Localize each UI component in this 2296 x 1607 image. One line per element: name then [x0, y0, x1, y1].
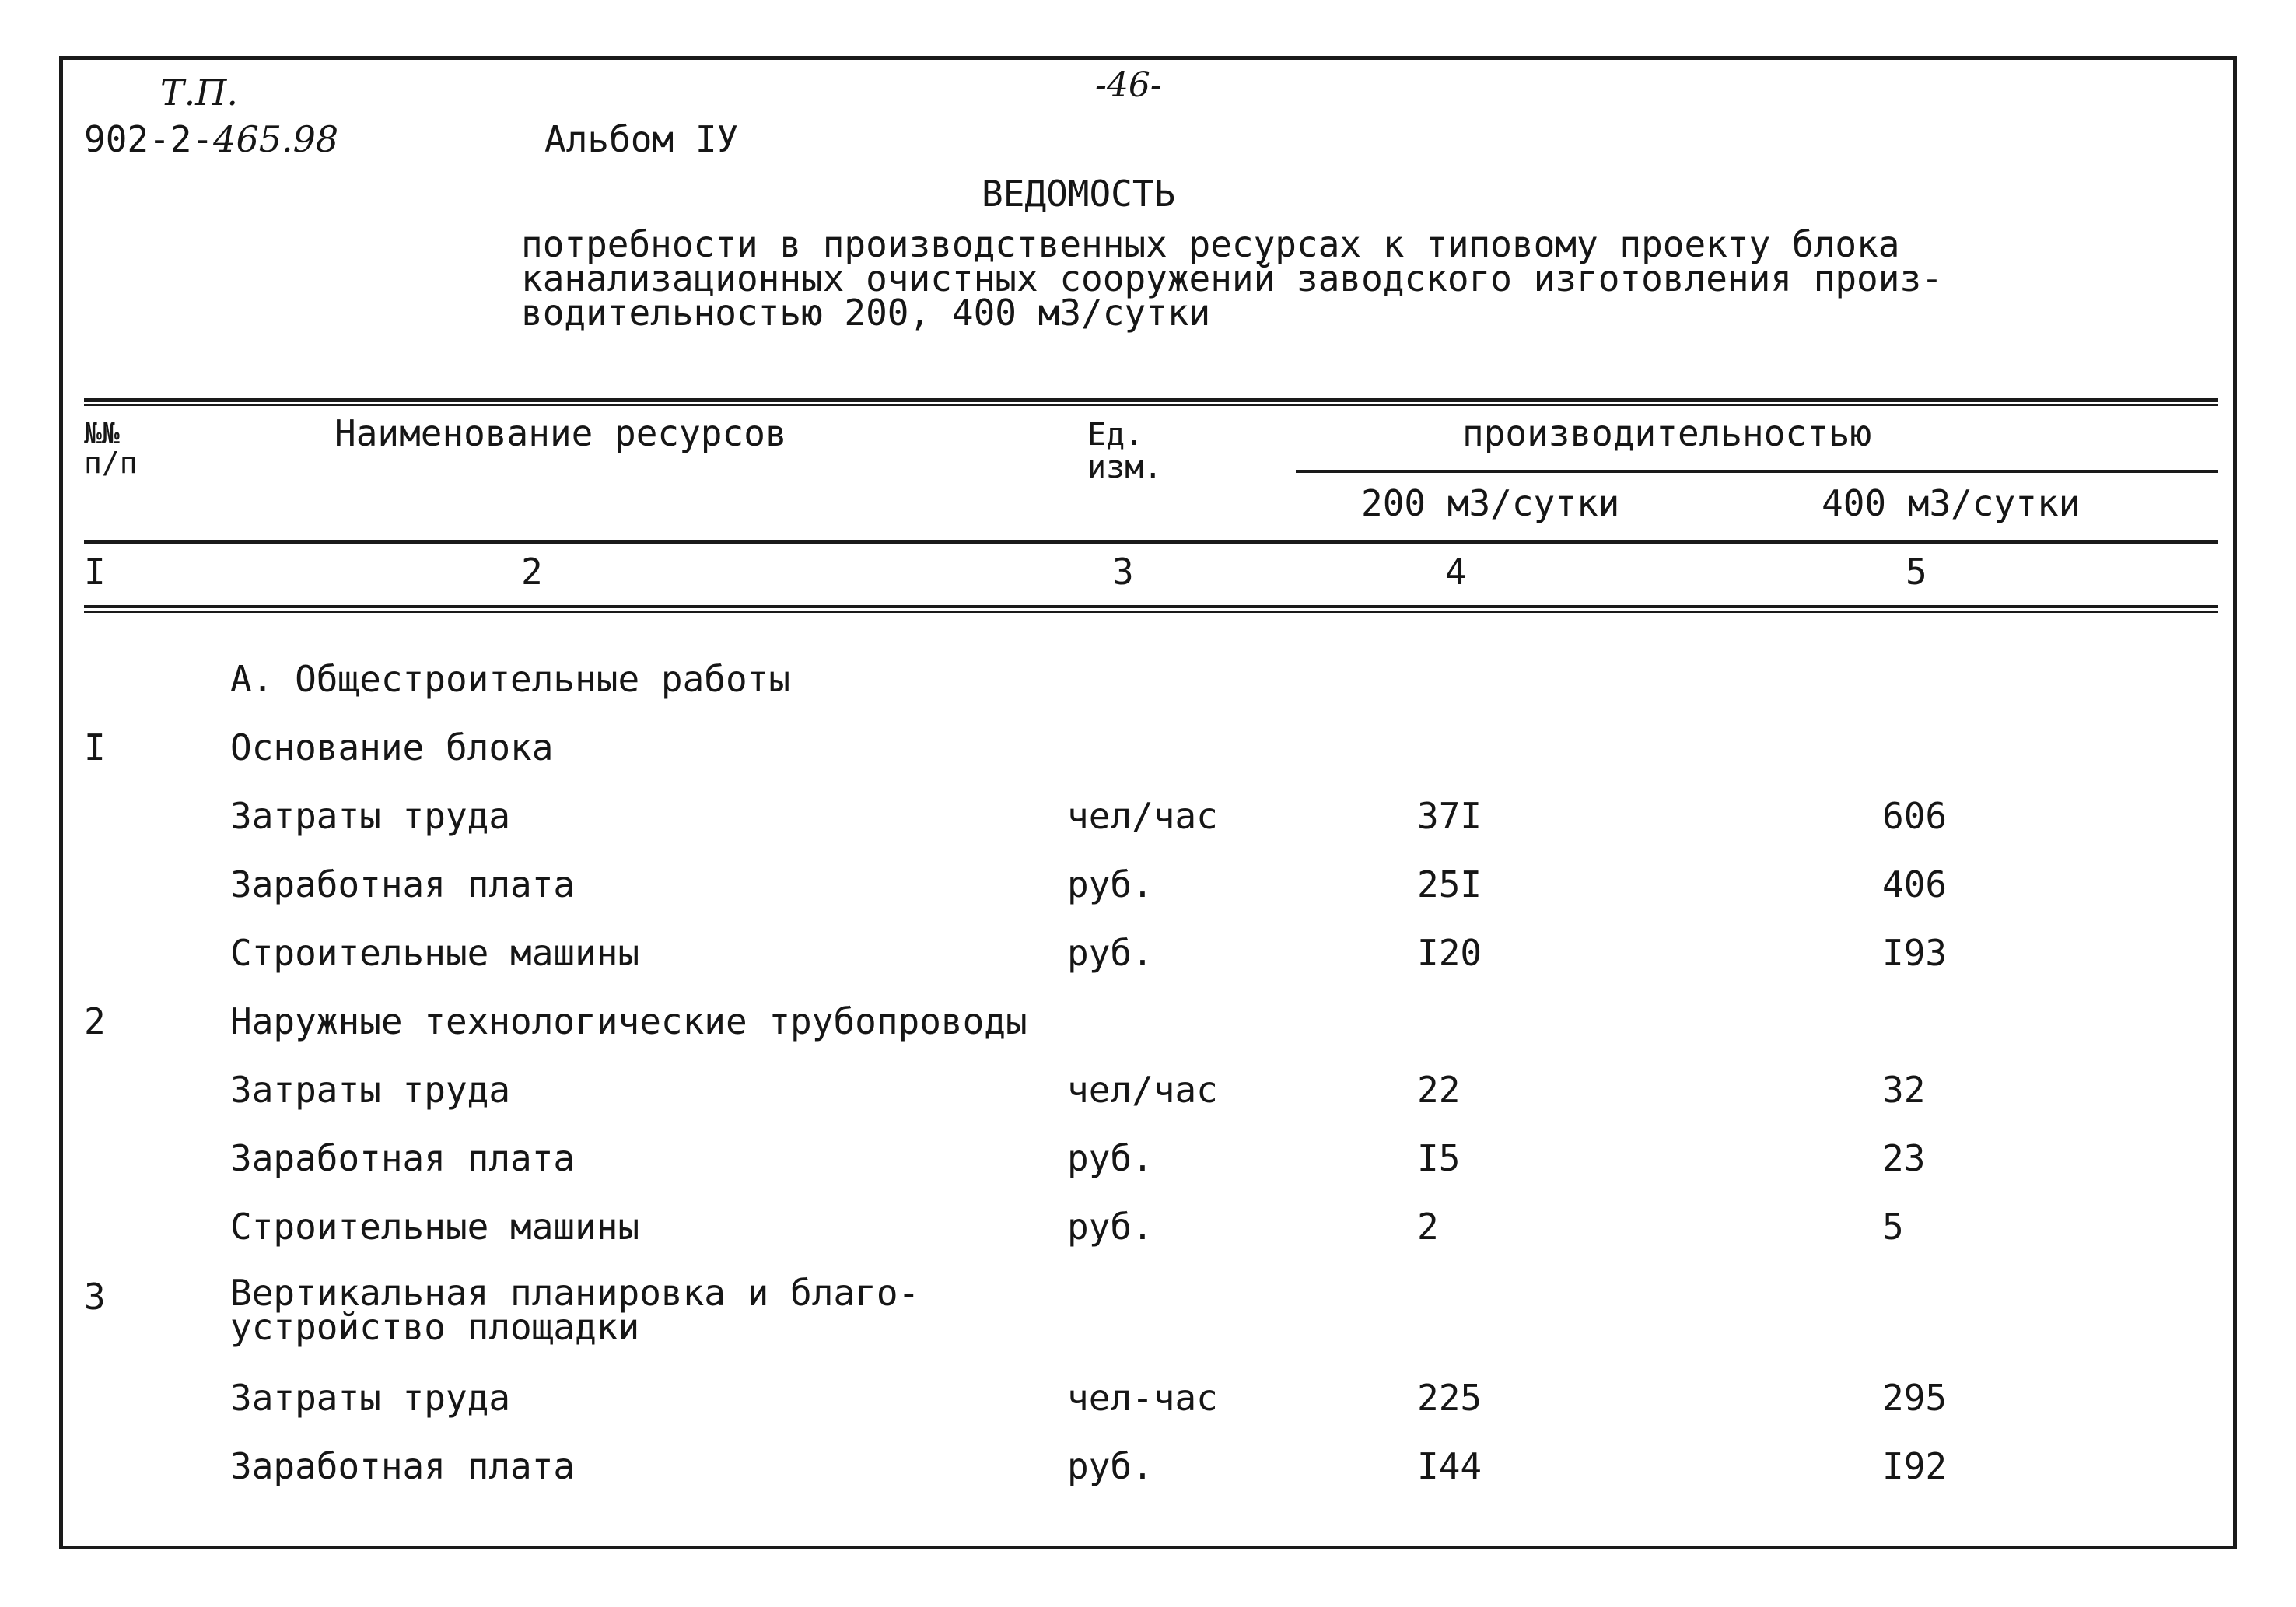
resource-name: Заработная плата [230, 1445, 576, 1487]
name-header: Наименование ресурсов [334, 412, 787, 454]
value-400: 606 [1882, 795, 1948, 837]
resource-name: Заработная плата [230, 1137, 576, 1179]
resource-name: Затраты труда [230, 795, 511, 837]
page-number: -46- [1095, 65, 1162, 105]
resource-unit: руб. [1067, 1137, 1153, 1179]
resource-name: Строительные машины [230, 1206, 640, 1248]
value-400: 5 [1882, 1206, 1904, 1248]
unit-header-line1: Ед. [1087, 417, 1144, 453]
resource-name: Заработная плата [230, 863, 576, 905]
value-400: 23 [1882, 1137, 1926, 1179]
resource-unit: чел-час [1067, 1377, 1218, 1419]
subtitle-line: канализационных очистных сооружений заводского изготовления произ- [521, 257, 1943, 299]
project-code-printed: 902-2- [84, 118, 214, 160]
value-200: 25I [1417, 863, 1482, 905]
unit-header [1087, 418, 1162, 484]
capacity-200-header: 200 м3/сутки [1361, 482, 1620, 524]
group-number: 2 [84, 1000, 106, 1042]
project-code [84, 118, 338, 160]
column-number: 4 [1445, 551, 1467, 593]
value-200: 22 [1417, 1069, 1461, 1111]
table-top-rule [84, 398, 2218, 402]
project-code-handwritten: 465.98 [213, 118, 339, 160]
value-200: 37I [1417, 795, 1482, 837]
unit-header-line2: изм. [1087, 450, 1163, 485]
resource-name: Затраты труда [230, 1069, 511, 1111]
value-200: I5 [1417, 1137, 1461, 1179]
value-400: I92 [1882, 1445, 1948, 1487]
value-200: 225 [1417, 1377, 1482, 1419]
group-title-line: Вертикальная планировка и благо- [230, 1272, 920, 1314]
colnum-rule-1 [84, 605, 2218, 608]
capacity-header: производительностью [1462, 412, 1872, 454]
column-number: 5 [1906, 551, 1927, 593]
group-number: 3 [84, 1276, 106, 1318]
capacity-400-header: 400 м3/сутки [1822, 482, 2081, 524]
column-number: 2 [521, 551, 543, 593]
resource-unit: руб. [1067, 1445, 1153, 1487]
resource-unit: руб. [1067, 863, 1153, 905]
group-title-line: устройство площадки [230, 1306, 640, 1348]
tp-mark: Т.П. [160, 72, 239, 114]
group-number: I [84, 726, 106, 768]
colnum-rule-2 [84, 611, 2218, 613]
num-header-line1: №№ [84, 416, 120, 450]
resource-name: Строительные машины [230, 932, 640, 974]
group-title: Наружные технологические трубопроводы [230, 1000, 1027, 1042]
group-title [230, 1272, 920, 1348]
group-title: Основание блока [230, 726, 554, 768]
doc-subtitle [521, 223, 1943, 334]
value-400: 295 [1882, 1377, 1948, 1419]
num-header [84, 418, 138, 478]
table-top-rule-thin [84, 404, 2218, 406]
capacity-divider [1296, 470, 2218, 473]
value-400: 32 [1882, 1069, 1926, 1111]
resource-unit: чел/час [1067, 1069, 1218, 1111]
num-header-line2: п/п [84, 446, 138, 480]
value-200: I20 [1417, 932, 1482, 974]
section-title: А. Общестроительные работы [230, 658, 791, 700]
column-number: I [84, 551, 106, 593]
resource-unit: руб. [1067, 932, 1153, 974]
value-400: I93 [1882, 932, 1948, 974]
album-label: Альбом IУ [544, 118, 739, 160]
resource-unit: чел/час [1067, 795, 1218, 837]
subtitle-line: потребности в производственных ресурсах к типовому проекту блока [521, 223, 1900, 265]
value-400: 406 [1882, 863, 1948, 905]
resource-name: Затраты труда [230, 1377, 511, 1419]
value-200: 2 [1417, 1206, 1439, 1248]
resource-unit: руб. [1067, 1206, 1153, 1248]
value-200: I44 [1417, 1445, 1482, 1487]
subtitle-line: водительностью 200, 400 м3/сутки [521, 292, 1211, 334]
doc-title: ВЕДОМОСТЬ [982, 173, 1176, 215]
column-number: 3 [1112, 551, 1134, 593]
header-bottom-rule [84, 540, 2218, 544]
